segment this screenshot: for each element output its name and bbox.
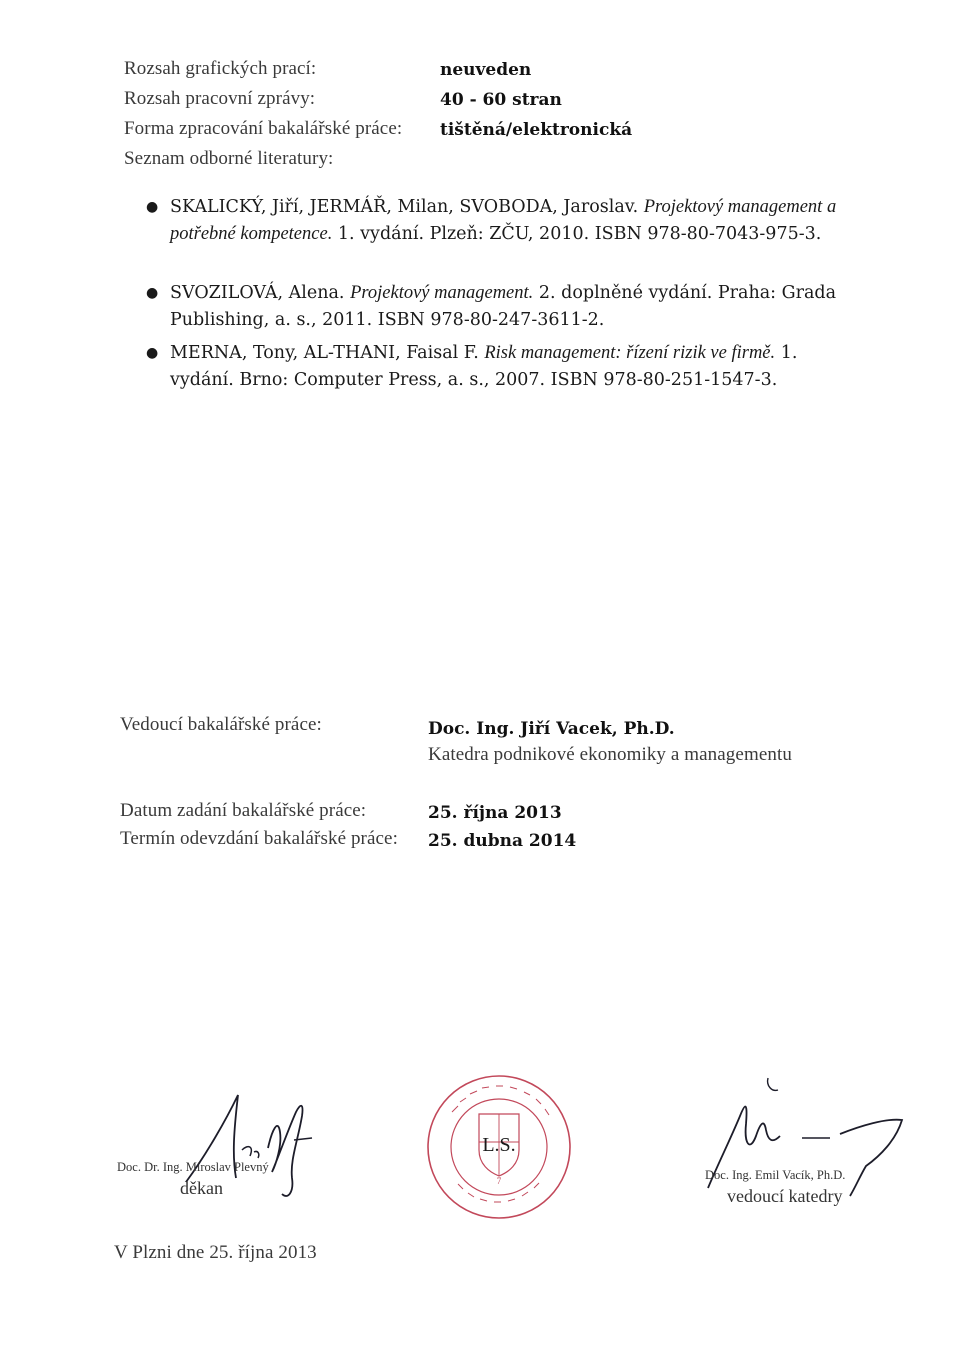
dean-name: Doc. Dr. Ing. Miroslav Plevný bbox=[117, 1160, 269, 1174]
bullet-icon: ● bbox=[146, 199, 159, 215]
head-title: vedoucí katedry bbox=[727, 1186, 843, 1206]
bullet-icon: ● bbox=[146, 345, 159, 361]
submission-date-value: 25. dubna 2014 bbox=[428, 831, 577, 851]
range-graphics-label: Rozsah grafických prací: bbox=[124, 58, 317, 79]
ref-authors: SKALICKÝ, Jiří, JERMÁŘ, Milan, SVOBODA, Jaroslav. bbox=[170, 197, 639, 217]
range-report-label: Rozsah pracovní zprávy: bbox=[124, 88, 316, 109]
supervisor-name: Doc. Ing. Jiří Vacek, Ph.D. bbox=[428, 719, 675, 739]
head-name: Doc. Ing. Emil Vacík, Ph.D. bbox=[705, 1168, 846, 1182]
list-item bbox=[148, 280, 838, 334]
ref-details: 1. vydání. Brno: Computer Press, a. s., 2007. ISBN 978-80-251-1547-3. bbox=[170, 343, 798, 390]
assignment-date-label: Datum zadání bakalářské práce: bbox=[120, 800, 367, 821]
list-item bbox=[148, 194, 838, 248]
form-value: tištěná/elektronická bbox=[440, 120, 633, 140]
submission-date-label: Termín odevzdání bakalářské práce: bbox=[120, 828, 398, 849]
ref-title: Projektový management. bbox=[350, 283, 534, 303]
stamp-ls: L.S. bbox=[482, 1134, 516, 1156]
ref-title: Risk management: řízení rizik ve firmě. bbox=[484, 343, 776, 363]
supervisor-department: Katedra podnikové ekonomiky a managementu bbox=[428, 744, 792, 765]
range-report-value: 40 - 60 stran bbox=[440, 90, 562, 110]
bullet-icon: ● bbox=[146, 285, 159, 301]
assignment-date-value: 25. října 2013 bbox=[428, 803, 562, 823]
stamp-number: 7 bbox=[496, 1176, 502, 1186]
list-item bbox=[148, 340, 838, 394]
form-label: Forma zpracování bakalářské práce: bbox=[124, 118, 403, 139]
literature-label: Seznam odborné literatury: bbox=[124, 148, 334, 169]
official-stamp bbox=[424, 1072, 574, 1222]
dean-title: děkan bbox=[180, 1178, 223, 1198]
supervisor-label: Vedoucí bakalářské práce: bbox=[120, 714, 322, 735]
ref-authors: SVOZILOVÁ, Alena. bbox=[170, 283, 345, 303]
ref-authors: MERNA, Tony, AL-THANI, Faisal F. bbox=[170, 343, 479, 363]
range-graphics-value: neuveden bbox=[440, 60, 532, 80]
place-date: V Plzni dne 25. října 2013 bbox=[114, 1242, 317, 1263]
ref-details: 1. vydání. Plzeň: ZČU, 2010. ISBN 978-80-7043-975-3. bbox=[337, 224, 822, 244]
ref-details: 2. doplněné vydání. Praha: Grada Publishing, a. s., 2011. ISBN 978-80-247-3611-2. bbox=[170, 283, 837, 330]
ref-title: Projektový management a potřebné kompetence. bbox=[170, 197, 837, 244]
